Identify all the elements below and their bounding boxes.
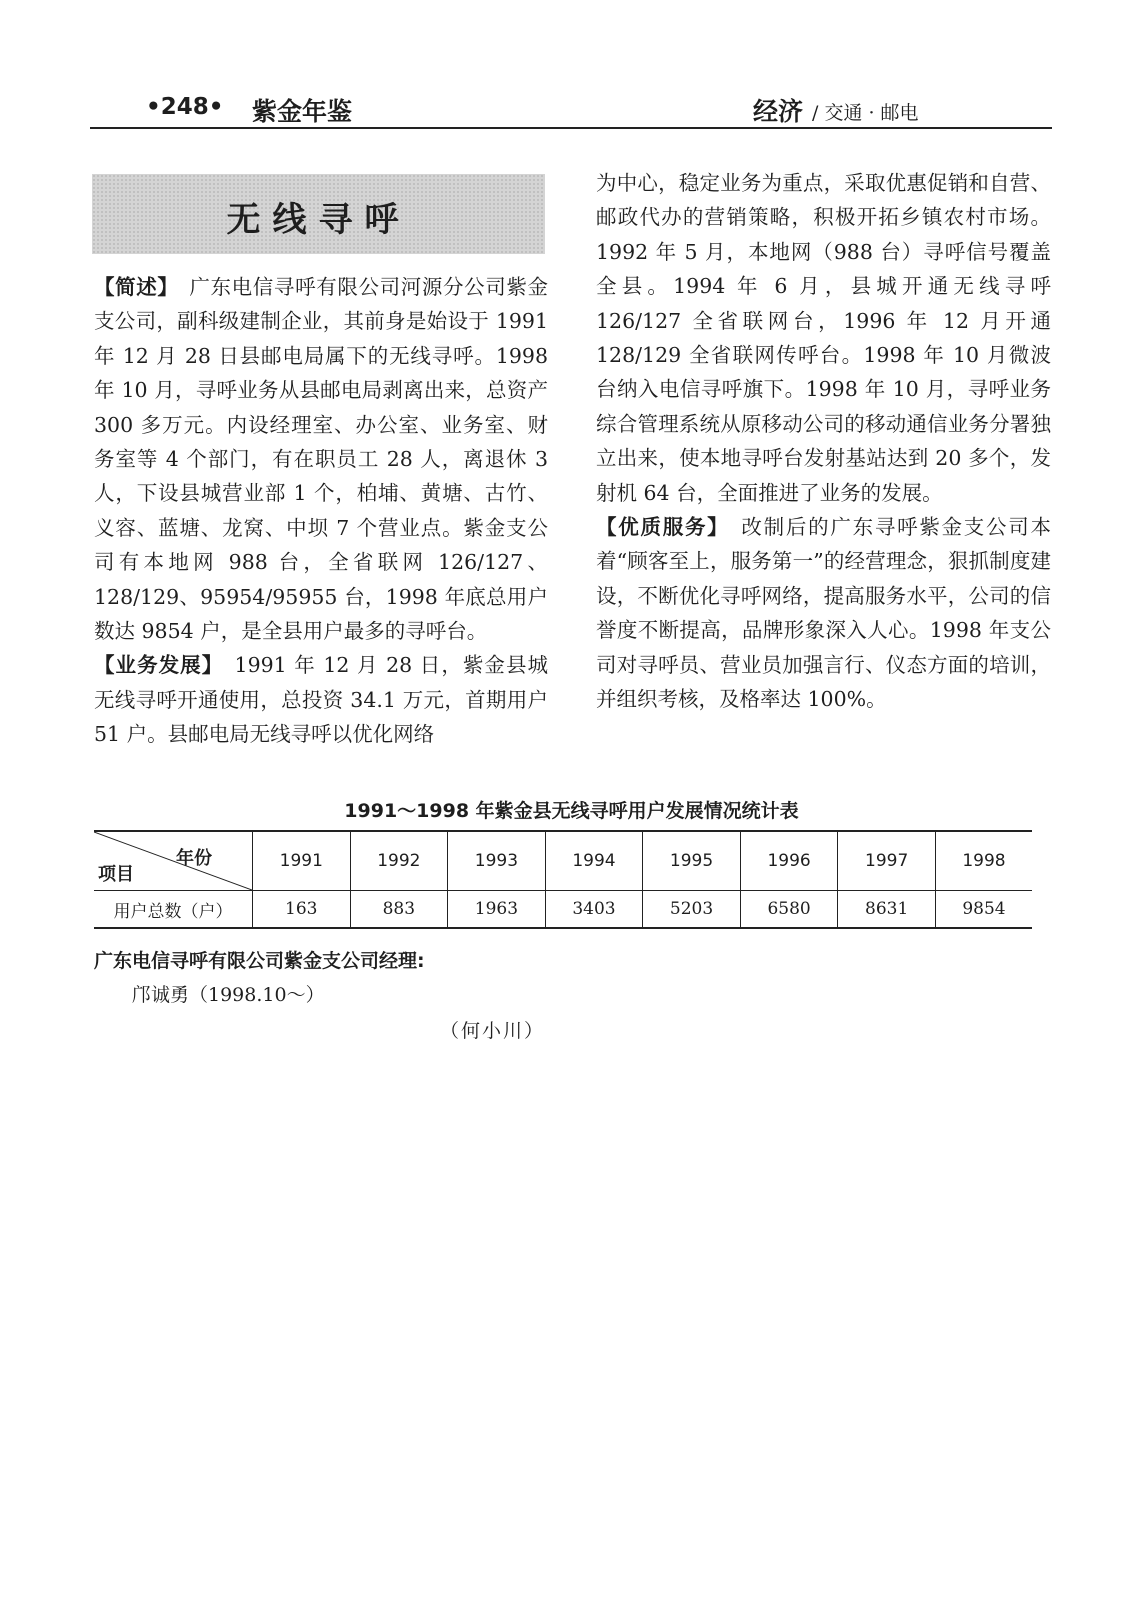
text-service: 改制后的广东寻呼紫金支公司本着“顾客至上，服务第一”的经营理念，狠抓制度建设，不断优化寻呼网络，提高服务水平，公司的信誉度不断提高，品牌形象深入人心。1998 年支公司对寻呼员、营业员加强言行、仪态方面的培训，并组织考核，及格率达 100%。	[596, 515, 1052, 712]
corner-item-label: 项目	[98, 864, 134, 885]
value-cell: 163	[253, 891, 351, 929]
year-cell: 1995	[643, 831, 741, 891]
keyword-overview: 【简述】	[94, 275, 169, 299]
keyword-service: 【优质服务】	[596, 515, 720, 540]
value-cell: 883	[350, 891, 448, 929]
book-title: 紫金年鉴	[252, 97, 353, 126]
article-title: 无线寻呼	[226, 200, 411, 240]
right-column	[596, 166, 1051, 717]
corner-year-label: 年份	[176, 848, 212, 869]
page-number: •248•	[146, 94, 224, 120]
corner-cell	[94, 831, 253, 891]
row-label: 用户总数（户）	[94, 891, 253, 929]
article-title-box	[92, 174, 545, 254]
table-row	[94, 891, 1032, 929]
value-cell: 3403	[545, 891, 643, 929]
year-cell: 1993	[448, 831, 546, 891]
text-business: 1991 年 12 月 28 日，紫金县城无线寻呼开通使用，总投资 34.1 万元，首期用户 51 户。县邮电局无线寻呼以优化网络	[94, 653, 548, 747]
paragraph-service	[596, 510, 1051, 716]
left-column	[94, 270, 548, 752]
value-cell: 5203	[643, 891, 741, 929]
table-caption: 1991～1998 年紫金县无线寻呼用户发展情况统计表	[344, 800, 799, 822]
value-cell: 9854	[935, 891, 1032, 929]
manager-heading: 广东电信寻呼有限公司紫金支公司经理:	[94, 950, 425, 972]
author-credit: （何小川）	[440, 1020, 546, 1042]
value-cell: 8631	[838, 891, 936, 929]
text-business-cont: 为中心，稳定业务为重点，采取优惠促销和自营、邮政代办的营销策略，积极开拓乡镇农村市场。1992 年 5 月，本地网（988 台）寻呼信号覆盖全县。1994 年 6 月，县城开通无线寻呼 126/127 全省联网台，1996 年 12 月开通 128/129 全省联网传呼台。1998 年 10 月微波台纳入电信寻呼旗下。1998 年 10 月，寻呼业务综合管理系统从原移动公司的移动通信业务分署独立出来，使本地寻呼台发射基站达到 20 多个，发射机 64 台，全面推进了业务的发展。	[596, 171, 1051, 505]
year-cell: 1991	[253, 831, 351, 891]
year-cell: 1998	[935, 831, 1032, 891]
manager-name: 邝诚勇（1998.10～）	[132, 984, 325, 1006]
section-title: 经济	[753, 97, 804, 126]
value-cell: 6580	[740, 891, 838, 929]
keyword-business: 【业务发展】	[94, 653, 214, 678]
year-cell: 1997	[838, 831, 936, 891]
text-overview: 广东电信寻呼有限公司河源分公司紫金支公司，副科级建制企业，其前身是始设于 1991 年 12 月 28 日县邮电局属下的无线寻呼。1998 年 10 月，寻呼业务从县邮电局剥离出来，总资产 300 多万元。内设经理室、办公室、业务室、财务室等 4 个部门，有在职员工 28 人，离退休 3 人，下设县城营业部 1 个，柏埔、黄塘、古竹、义容、蓝塘、龙窝、中坝 7 个营业点。紫金支公司有本地网 988 台，全省联网 126/127、128/129、95954/95955 台，1998 年底总用户数达 9854 户，是全县用户最多的寻呼台。	[94, 275, 549, 644]
year-cell: 1992	[350, 831, 448, 891]
statistics-table	[94, 830, 1032, 929]
table-header-row	[94, 831, 1032, 891]
paragraph-business	[94, 648, 548, 751]
paragraph-business-cont	[596, 166, 1051, 510]
header-rule	[90, 127, 1052, 129]
paragraph-overview	[94, 270, 548, 648]
year-cell: 1996	[740, 831, 838, 891]
value-cell: 1963	[448, 891, 546, 929]
subsection-title: / 交通 · 邮电	[812, 102, 919, 124]
year-cell: 1994	[545, 831, 643, 891]
